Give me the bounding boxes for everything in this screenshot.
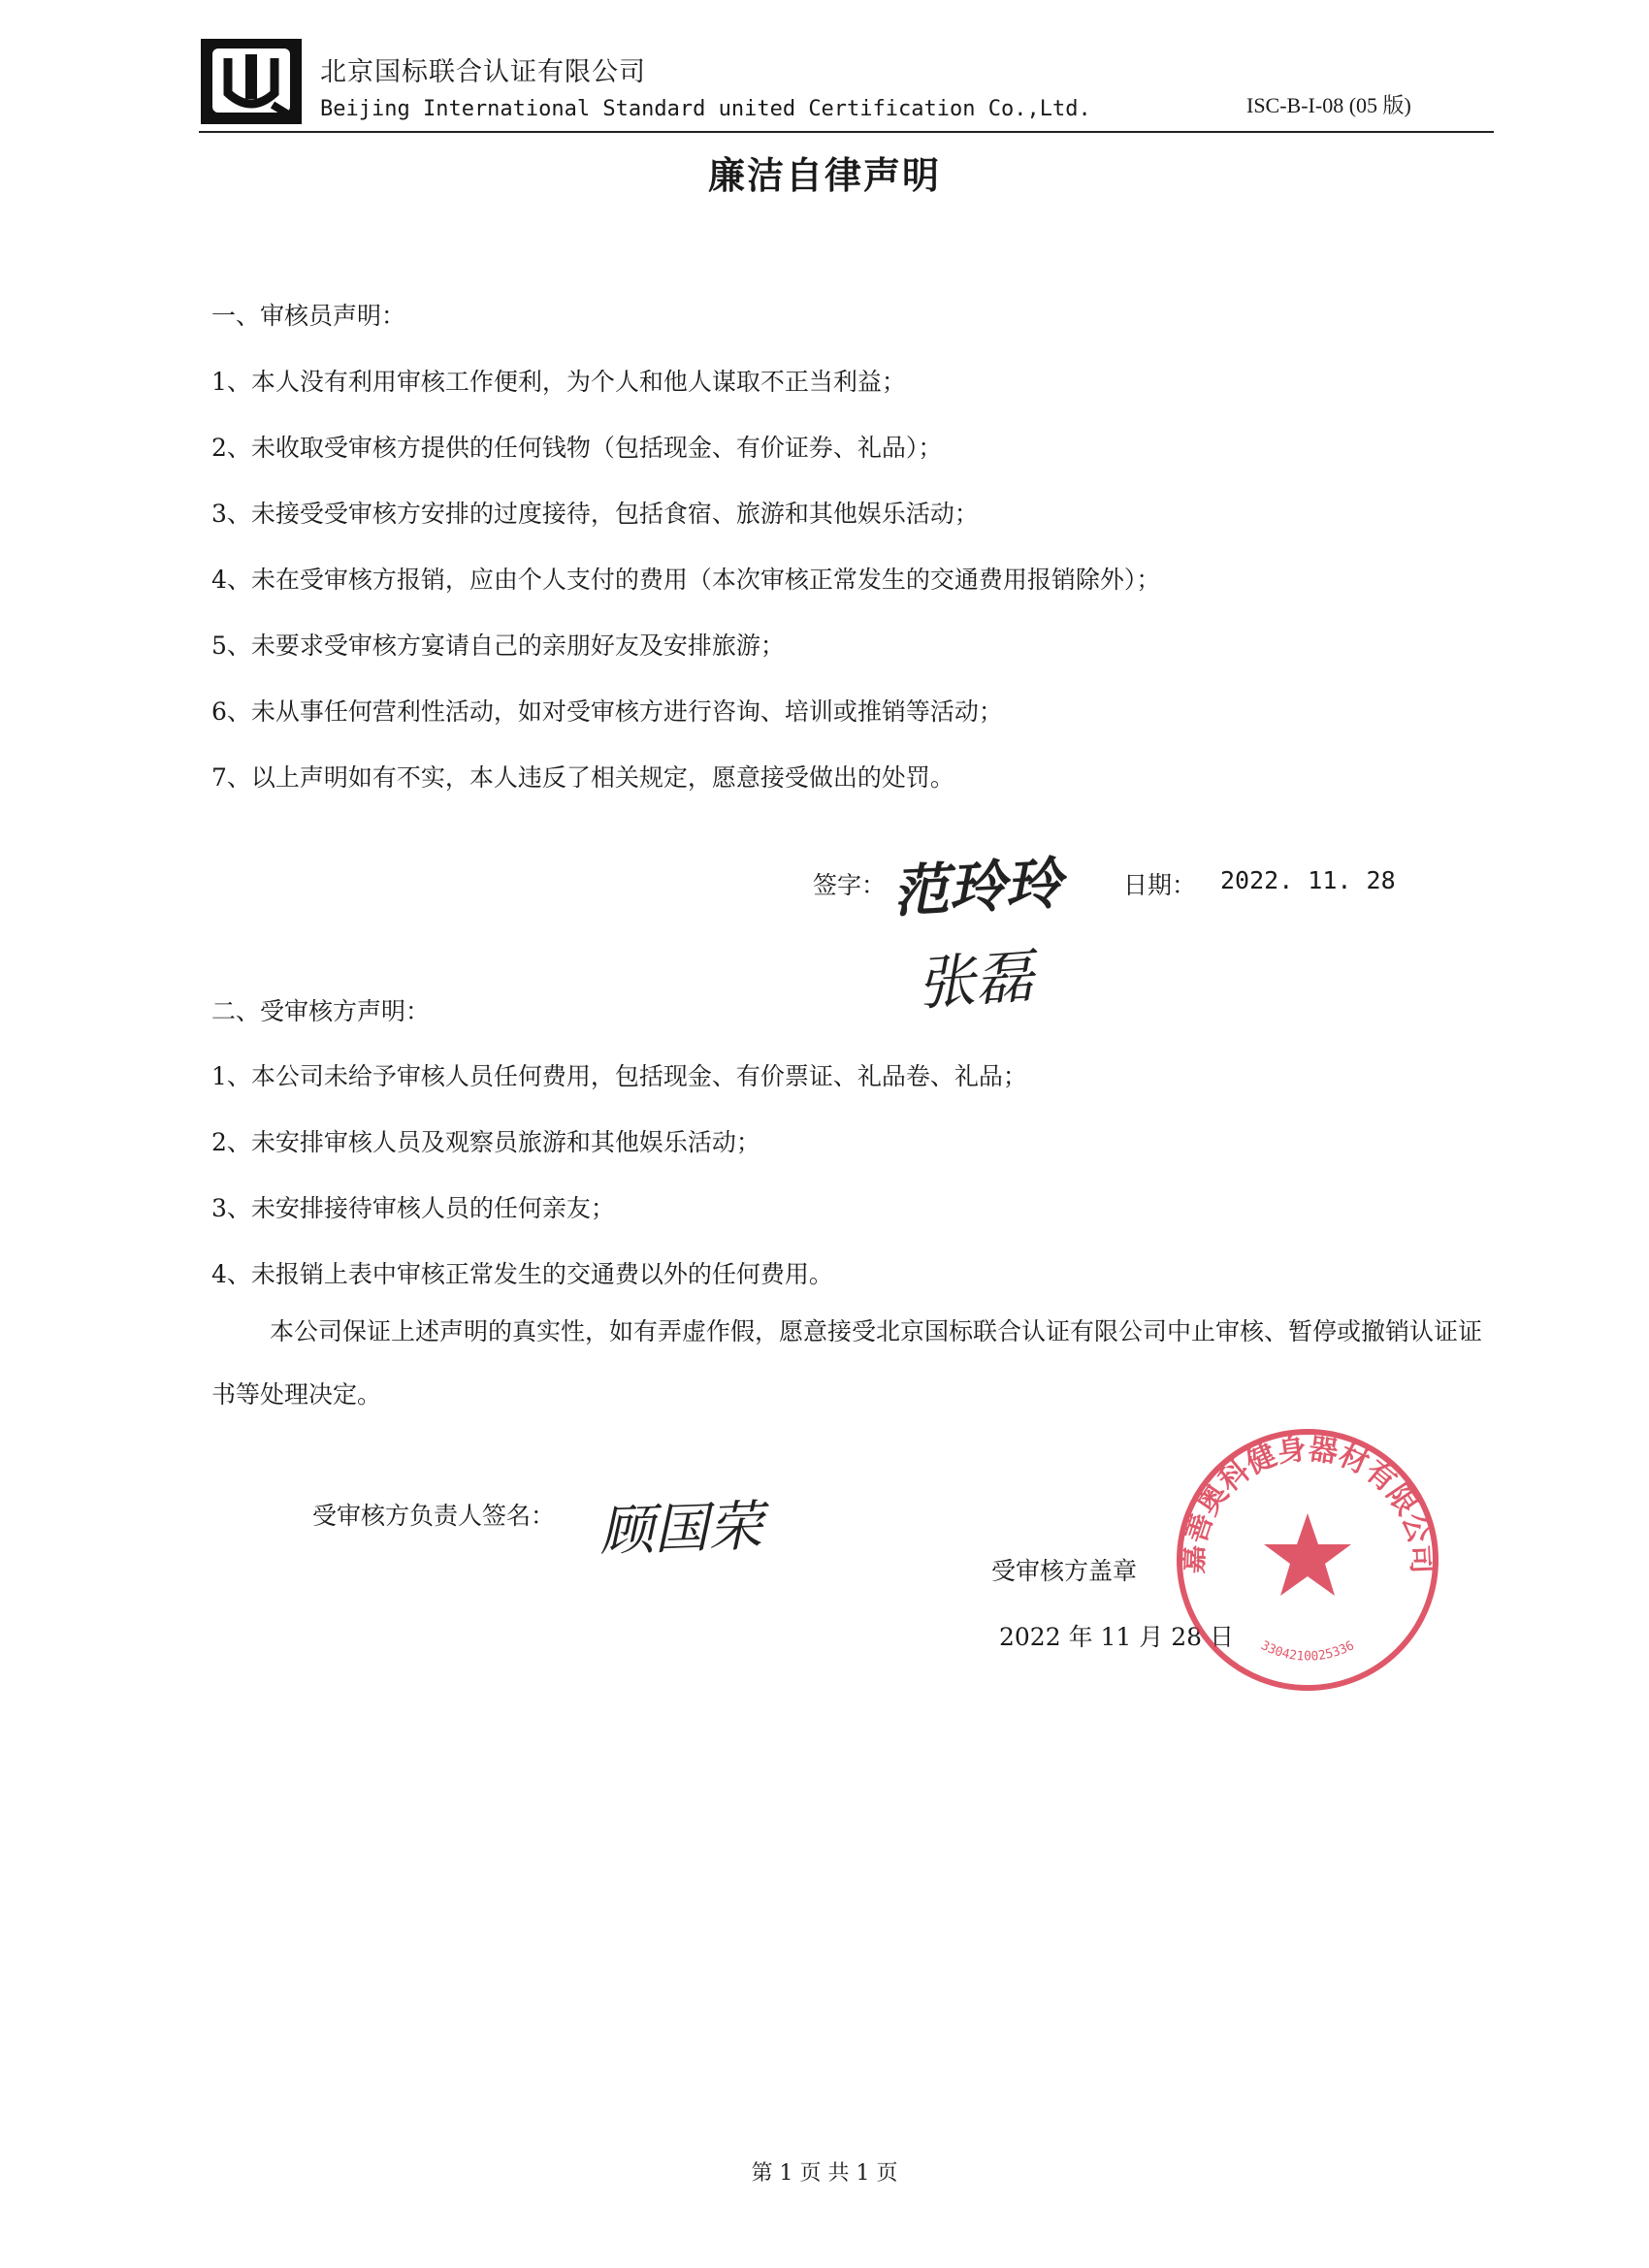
header-divider — [199, 131, 1494, 133]
auditor-date: 2022. 11. 28 — [1220, 866, 1396, 894]
auditor-item: 2、未收取受审核方提供的任何钱物（包括现金、有价证券、礼品）； — [211, 434, 943, 462]
auditee-heading: 二、受审核方声明： — [211, 997, 431, 1025]
auditor-item: 4、未在受审核方报销，应由个人支付的费用（本次审核正常发生的交通费用报销除外）； — [211, 566, 1161, 594]
auditee-item: 4、未报销上表中审核正常发生的交通费以外的任何费用。 — [211, 1260, 833, 1288]
page-footer: 第 1 页 共 1 页 — [751, 2161, 898, 2186]
auditor-item: 6、未从事任何营利性活动，如对受审核方进行咨询、培训或推销等活动； — [211, 697, 1003, 726]
auditor-signature: 张磊 — [915, 942, 1036, 1020]
company-logo — [199, 37, 304, 126]
auditor-item: 5、未要求受审核方宴请自己的亲朋好友及安排旅游； — [211, 632, 785, 660]
company-seal — [1172, 1424, 1443, 1696]
auditor-signature: 范玲玲 — [890, 850, 1063, 925]
auditor-sign-label: 签字： — [813, 871, 887, 899]
seal-name: 嘉善奥科健身器材有限公司 — [1176, 1432, 1439, 1575]
auditor-item: 3、未接受受审核方安排的过度接待，包括食宿、旅游和其他娱乐活动； — [211, 500, 979, 528]
document-title: 廉洁自律声明 — [707, 154, 941, 197]
auditee-item: 1、本公司未给予审核人员任何费用，包括现金、有价票证、礼品卷、礼品； — [211, 1062, 1027, 1090]
auditor-item: 1、本人没有利用审核工作便利，为个人和他人谋取不正当利益； — [211, 368, 906, 396]
seal-date: 2022 年 11 月 28 日 — [999, 1623, 1234, 1651]
seal-number: 3304210025336 — [1258, 1638, 1357, 1665]
responsible-sign-label: 受审核方负责人签名： — [312, 1502, 556, 1530]
form-code: ISC-B-I-08 (05 版) — [1246, 93, 1411, 117]
seal-label: 受审核方盖章 — [991, 1557, 1138, 1585]
company-name-cn: 北京国标联合认证有限公司 — [320, 57, 646, 87]
auditee-item: 3、未安排接待审核人员的任何亲友； — [211, 1194, 615, 1222]
auditor-item: 7、以上声明如有不实，本人违反了相关规定，愿意接受做出的处罚。 — [211, 763, 954, 792]
seal-star-icon — [1264, 1513, 1351, 1596]
responsible-signature: 顾国荣 — [598, 1495, 764, 1564]
auditee-item: 2、未安排审核人员及观察员旅游和其他娱乐活动； — [211, 1128, 760, 1156]
guarantee-paragraph: 本公司保证上述声明的真实性，如有弄虚作假，愿意接受北京国标联合认证有限公司中止审核、暂停或撤销认证证书等处理决定。 — [211, 1317, 1483, 1409]
auditor-heading: 一、审核员声明： — [211, 302, 406, 330]
company-name-en: Beijing International Standard united Certification Co.,Ltd. — [320, 97, 1091, 121]
auditor-date-label: 日期： — [1123, 871, 1197, 899]
